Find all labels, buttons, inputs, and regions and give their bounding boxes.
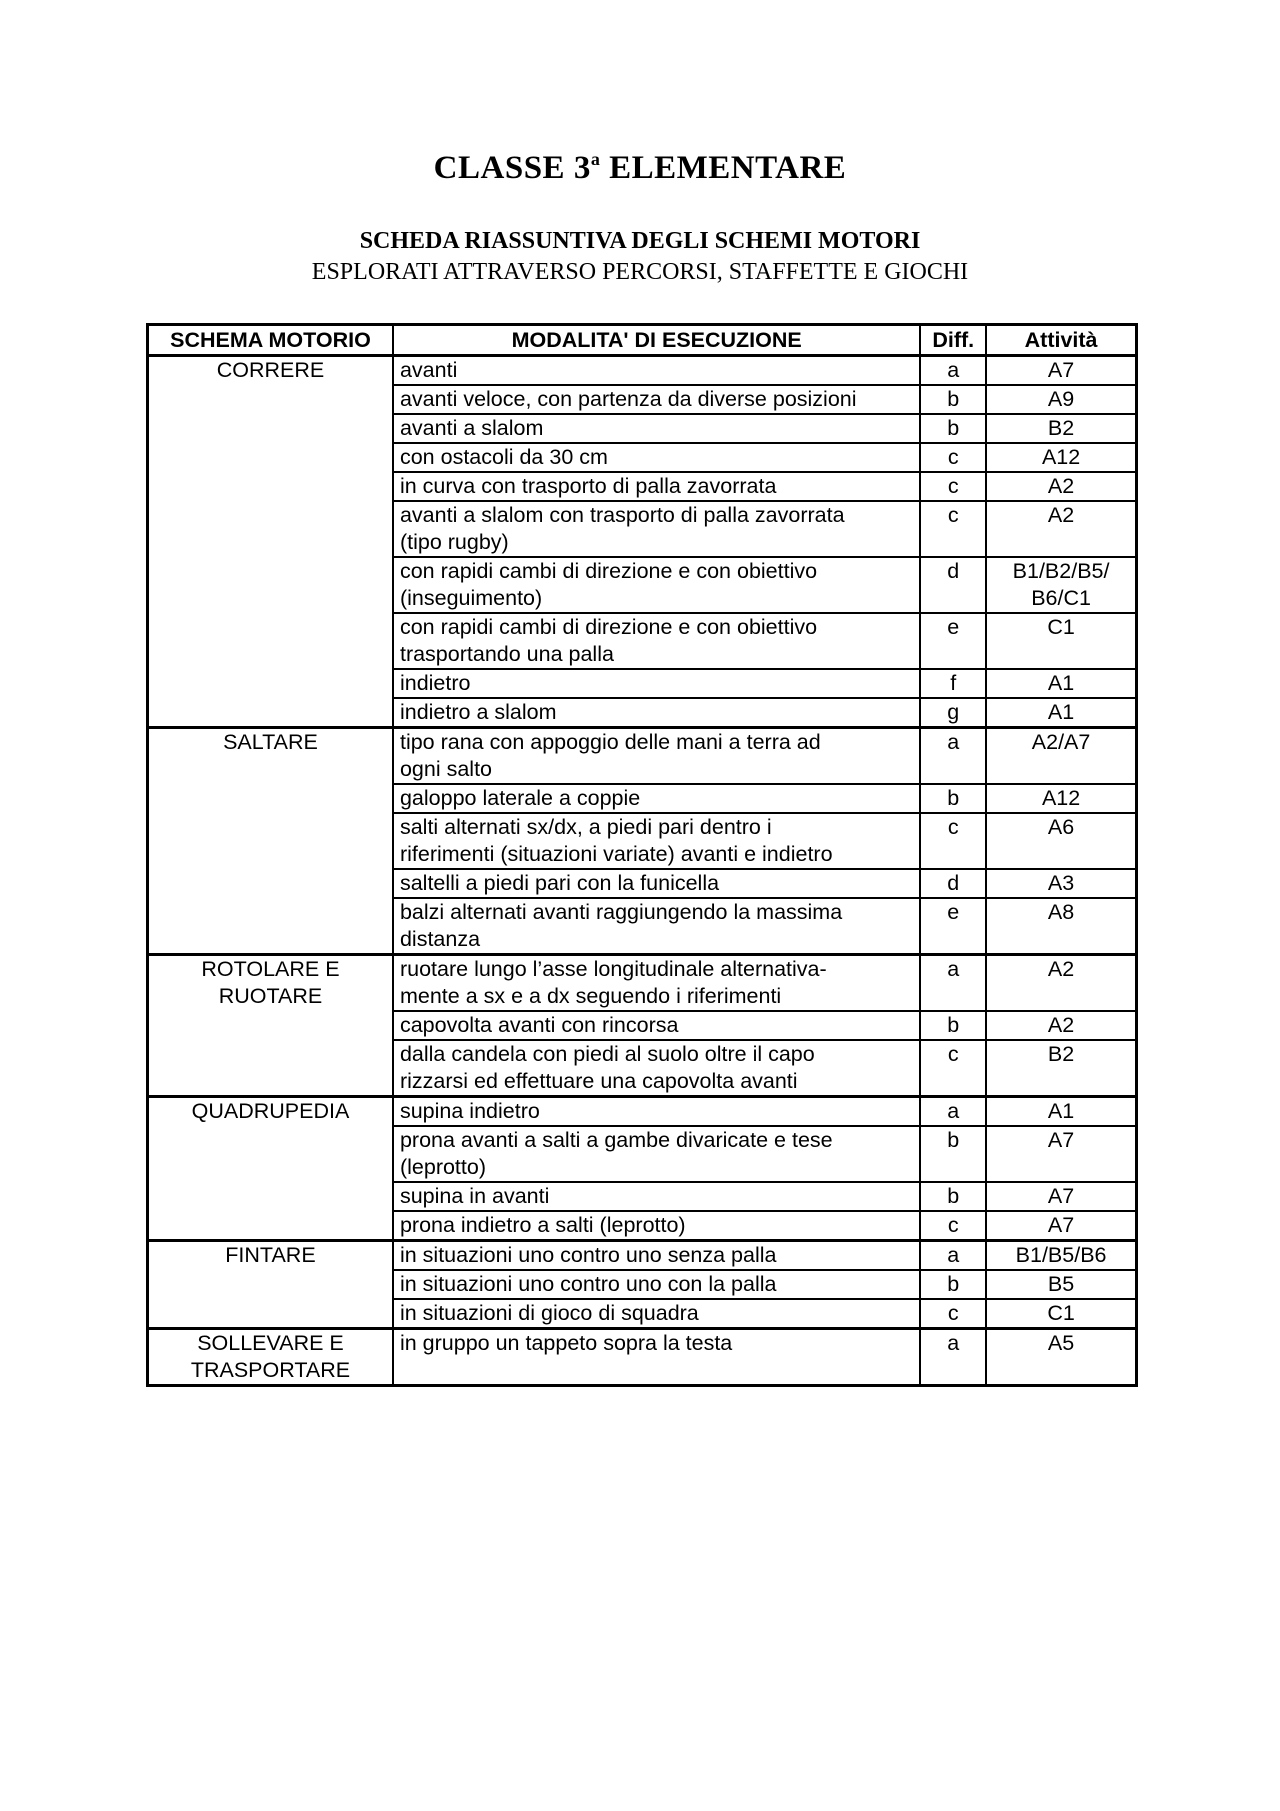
attivita-text: A7 <box>1047 1128 1075 1152</box>
schema-motorio-cell <box>148 1241 393 1329</box>
attivita-cell <box>986 557 1136 613</box>
attivita-cell <box>986 669 1136 698</box>
attivita-text: B2 <box>1047 1042 1075 1066</box>
difficulty-cell: e <box>920 613 986 669</box>
header-modalita: MODALITA' DI ESECUZIONE <box>393 325 920 356</box>
modalita-cell <box>393 472 920 501</box>
attivita-text: B5 <box>1047 1272 1075 1296</box>
attivita-cell <box>986 613 1136 669</box>
attivita-cell <box>986 955 1136 1012</box>
attivita-cell <box>986 1182 1136 1211</box>
attivita-cell <box>986 813 1136 869</box>
attivita-text: A6 <box>1047 815 1075 839</box>
attivita-cell <box>986 1329 1136 1386</box>
table-row <box>148 1241 1137 1271</box>
header-attivita: Attività <box>986 325 1136 356</box>
difficulty-cell: c <box>920 443 986 472</box>
schema-motorio-label: ROTOLARE E <box>201 957 340 981</box>
attivita-cell <box>986 385 1136 414</box>
attivita-cell <box>986 472 1136 501</box>
schema-motorio-label: RUOTARE <box>218 984 323 1008</box>
schema-motorio-label: SOLLEVARE E <box>197 1331 344 1355</box>
modalita-text: in situazioni di gioco di squadra <box>399 1301 699 1325</box>
attivita-text: B1/B2/B5/ <box>1012 559 1110 583</box>
modalita-text: trasportando una palla <box>399 642 614 666</box>
attivita-cell <box>986 728 1136 785</box>
table-row <box>148 356 1137 386</box>
modalita-cell <box>393 1299 920 1329</box>
modalita-cell <box>393 557 920 613</box>
modalita-cell <box>393 1241 920 1271</box>
attivita-cell <box>986 898 1136 955</box>
modalita-cell <box>393 898 920 955</box>
difficulty-cell: b <box>920 385 986 414</box>
attivita-cell <box>986 698 1136 728</box>
attivita-cell <box>986 443 1136 472</box>
difficulty-cell: g <box>920 698 986 728</box>
schema-motorio-cell <box>148 1097 393 1241</box>
difficulty-cell: c <box>920 813 986 869</box>
table-row <box>148 1097 1137 1127</box>
modalita-cell <box>393 1329 920 1386</box>
attivita-text: A2 <box>1047 1013 1075 1037</box>
difficulty-cell: f <box>920 669 986 698</box>
table-row <box>148 728 1137 785</box>
attivita-text: A7 <box>1047 1213 1075 1237</box>
schema-motorio-label: QUADRUPEDIA <box>191 1099 350 1123</box>
attivita-cell <box>986 1040 1136 1097</box>
difficulty-cell: c <box>920 1211 986 1241</box>
attivita-text: A1 <box>1047 700 1075 724</box>
modalita-text: (inseguimento) <box>399 586 543 610</box>
modalita-cell <box>393 1097 920 1127</box>
attivita-cell <box>986 1299 1136 1329</box>
attivita-text: A5 <box>1047 1331 1075 1355</box>
modalita-text: ogni salto <box>399 757 493 781</box>
schema-motorio-cell <box>148 356 393 728</box>
modalita-cell <box>393 443 920 472</box>
modalita-text: in situazioni uno contro uno con la palla <box>399 1272 777 1296</box>
difficulty-cell: b <box>920 414 986 443</box>
modalita-text: (leprotto) <box>399 1155 487 1179</box>
difficulty-cell: d <box>920 557 986 613</box>
modalita-text: capovolta avanti con rincorsa <box>399 1013 679 1037</box>
table-body <box>148 356 1137 1386</box>
table-row <box>148 1329 1137 1386</box>
difficulty-cell: b <box>920 1270 986 1299</box>
modalita-text: prona avanti a salti a gambe divaricate e tese <box>399 1128 833 1152</box>
attivita-text: A12 <box>1041 786 1081 810</box>
modalita-cell <box>393 1211 920 1241</box>
difficulty-cell: b <box>920 1011 986 1040</box>
modalita-cell <box>393 955 920 1012</box>
modalita-text <box>400 1357 913 1384</box>
difficulty-cell: a <box>920 1097 986 1127</box>
attivita-text: A3 <box>1047 871 1075 895</box>
modalita-text: avanti <box>399 358 458 382</box>
attivita-cell <box>986 784 1136 813</box>
modalita-text: riferimenti (situazioni variate) avanti e indietro <box>399 842 833 866</box>
table-header-row <box>148 325 1137 356</box>
modalita-cell <box>393 1011 920 1040</box>
attivita-text: A2/A7 <box>1031 730 1091 754</box>
attivita-text: A9 <box>1047 387 1075 411</box>
attivita-cell <box>986 501 1136 557</box>
modalita-cell <box>393 1270 920 1299</box>
difficulty-cell: c <box>920 1040 986 1097</box>
difficulty-cell: c <box>920 472 986 501</box>
attivita-text: B1/B5/B6 <box>1015 1243 1107 1267</box>
difficulty-cell: a <box>920 356 986 386</box>
schema-motorio-label: CORRERE <box>216 358 325 382</box>
table-row <box>148 955 1137 1012</box>
schema-motorio-cell <box>148 1329 393 1386</box>
header-schema-motorio: SCHEMA MOTORIO <box>148 325 393 356</box>
modalita-text: con ostacoli da 30 cm <box>399 445 608 469</box>
difficulty-cell: a <box>920 1329 986 1386</box>
document-title <box>0 150 1280 187</box>
modalita-cell <box>393 1126 920 1182</box>
title-main: CLASSE 3 <box>433 150 591 186</box>
modalita-cell <box>393 669 920 698</box>
modalita-cell <box>393 784 920 813</box>
attivita-cell <box>986 414 1136 443</box>
attivita-cell <box>986 1270 1136 1299</box>
modalita-text: in curva con trasporto di palla zavorrata <box>399 474 777 498</box>
modalita-text: avanti a slalom <box>399 416 544 440</box>
modalita-text: dalla candela con piedi al suolo oltre il capo <box>399 1042 815 1066</box>
modalita-cell <box>393 1040 920 1097</box>
difficulty-cell: b <box>920 1126 986 1182</box>
attivita-cell <box>986 1097 1136 1127</box>
attivita-text: A2 <box>1047 957 1075 981</box>
modalita-text: galoppo laterale a coppie <box>399 786 641 810</box>
title-superscript: a <box>590 149 601 169</box>
modalita-text: saltelli a piedi pari con la funicella <box>399 871 720 895</box>
difficulty-cell: b <box>920 1182 986 1211</box>
difficulty-cell: a <box>920 955 986 1012</box>
modalita-text: ruotare lungo l’asse longitudinale alternativa- <box>399 957 827 981</box>
difficulty-cell: a <box>920 1241 986 1271</box>
attivita-text: B2 <box>1047 416 1075 440</box>
attivita-text: C1 <box>1047 1301 1075 1325</box>
modalita-cell <box>393 501 920 557</box>
modalita-text: supina indietro <box>399 1099 540 1123</box>
modalita-text: tipo rana con appoggio delle mani a terra ad <box>399 730 821 754</box>
attivita-cell <box>986 1211 1136 1241</box>
document-subtitle-line2: ESPLORATI ATTRAVERSO PERCORSI, STAFFETTE E GIOCHI <box>311 259 969 285</box>
schema-motorio-cell <box>148 955 393 1097</box>
difficulty-cell: c <box>920 501 986 557</box>
modalita-cell <box>393 1182 920 1211</box>
modalita-text: con rapidi cambi di direzione e con obiettivo <box>399 615 818 639</box>
attivita-cell <box>986 1241 1136 1271</box>
attivita-text: A2 <box>1047 474 1075 498</box>
modalita-text: salti alternati sx/dx, a piedi pari dentro i <box>399 815 772 839</box>
attivita-cell <box>986 356 1136 386</box>
difficulty-cell: e <box>920 898 986 955</box>
attivita-cell <box>986 1126 1136 1182</box>
attivita-text: C1 <box>1047 615 1075 639</box>
modalita-text: supina in avanti <box>399 1184 550 1208</box>
modalita-text: indietro a slalom <box>399 700 557 724</box>
modalita-cell <box>393 869 920 898</box>
modalita-text: distanza <box>399 927 481 951</box>
attivita-cell <box>986 869 1136 898</box>
schema-motorio-label: TRASPORTARE <box>190 1358 351 1382</box>
attivita-text: A1 <box>1047 671 1075 695</box>
modalita-cell <box>393 414 920 443</box>
attivita-cell <box>986 1011 1136 1040</box>
attivita-text: B6/C1 <box>1031 586 1091 610</box>
difficulty-cell: a <box>920 728 986 785</box>
attivita-text: A7 <box>1047 1184 1075 1208</box>
attivita-text: A7 <box>1047 358 1075 382</box>
attivita-text: A12 <box>1041 445 1081 469</box>
modalita-text: avanti veloce, con partenza da diverse posizioni <box>399 387 857 411</box>
modalita-text: prona indietro a salti (leprotto) <box>399 1213 686 1237</box>
attivita-text: A8 <box>1047 900 1075 924</box>
difficulty-cell: b <box>920 784 986 813</box>
modalita-text: rizzarsi ed effettuare una capovolta avanti <box>399 1069 798 1093</box>
schema-motorio-cell <box>148 728 393 955</box>
modalita-cell <box>393 728 920 785</box>
modalita-text: indietro <box>399 671 471 695</box>
modalita-text: in situazioni uno contro uno senza palla <box>399 1243 777 1267</box>
attivita-text: A2 <box>1047 503 1075 527</box>
header-diff: Diff. <box>920 325 986 356</box>
document-subtitle-line1: SCHEDA RIASSUNTIVA DEGLI SCHEMI MOTORI <box>359 228 921 254</box>
schema-motorio-label: SALTARE <box>223 730 318 754</box>
difficulty-cell: d <box>920 869 986 898</box>
attivita-text: A1 <box>1047 1099 1075 1123</box>
modalita-text: con rapidi cambi di direzione e con obiettivo <box>399 559 818 583</box>
modalita-text: avanti a slalom con trasporto di palla zavorrata <box>399 503 845 527</box>
modalita-text: in gruppo un tappeto sopra la testa <box>399 1331 733 1355</box>
motor-schemes-table <box>146 323 1138 1387</box>
modalita-text: mente a sx e a dx seguendo i riferimenti <box>399 984 782 1008</box>
modalita-cell <box>393 698 920 728</box>
modalita-cell <box>393 356 920 386</box>
modalita-text: balzi alternati avanti raggiungendo la massima <box>399 900 843 924</box>
modalita-cell <box>393 813 920 869</box>
modalita-cell <box>393 613 920 669</box>
modalita-cell <box>393 385 920 414</box>
modalita-text: (tipo rugby) <box>399 530 509 554</box>
title-rest: ELEMENTARE <box>600 150 847 186</box>
schema-motorio-label: FINTARE <box>225 1243 316 1267</box>
difficulty-cell: c <box>920 1299 986 1329</box>
